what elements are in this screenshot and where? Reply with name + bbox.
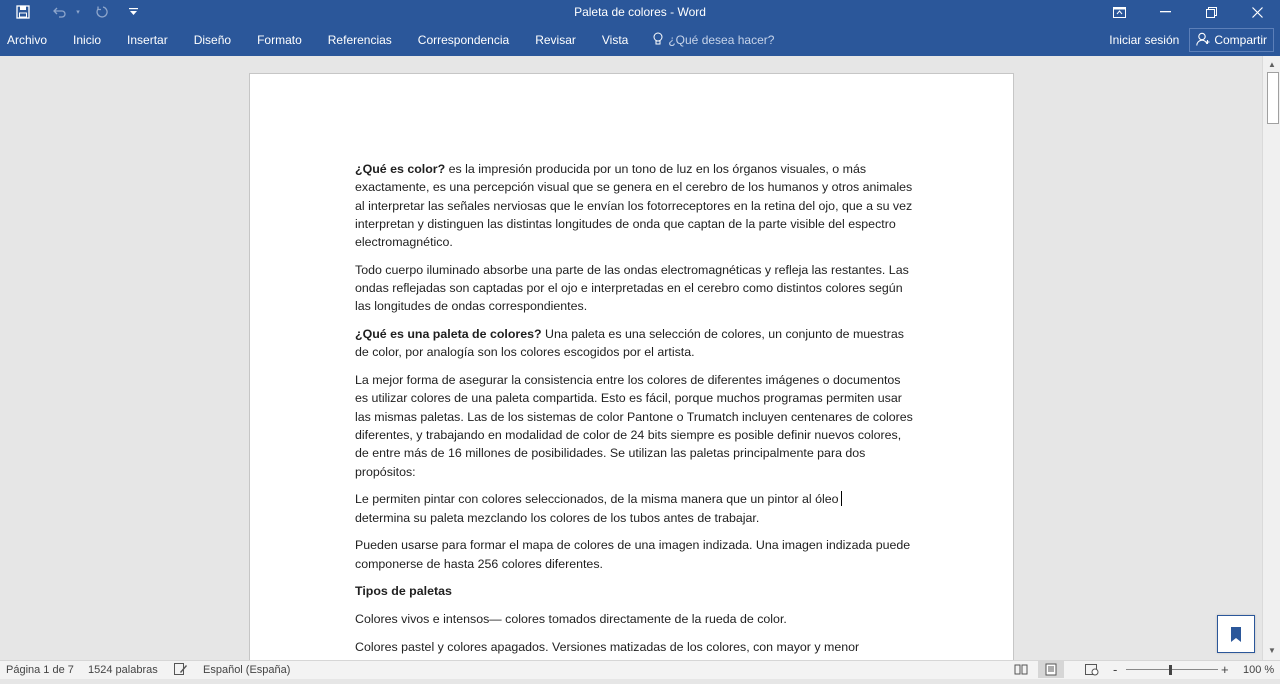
person-icon [1196,32,1210,49]
zoom-out-button[interactable]: - [1113,662,1118,677]
word-count[interactable]: 1524 palabras [88,664,158,676]
tab-vista[interactable]: Vista [601,33,629,47]
zoom-level[interactable]: 100 % [1243,664,1275,676]
ribbon-tab-bar [0,24,1280,56]
tab-formato[interactable]: Formato [257,33,302,47]
tab-revisar[interactable]: Revisar [535,33,576,47]
tab-inicio[interactable]: Inicio [73,33,102,47]
redo-icon[interactable] [84,0,118,24]
page-count[interactable]: Página 1 de 7 [6,664,74,676]
paragraph-6: Pueden usarse para formar el mapa de colores de una imagen indizada. Una imagen indizada puede componerse de hasta 256 colores diferentes. [355,538,911,571]
print-layout-icon[interactable] [1038,661,1064,678]
undo-icon[interactable] [46,0,72,24]
bookmark-icon [1230,627,1242,642]
text-cursor [841,491,842,506]
lightbulb-icon [653,32,663,49]
scroll-up-icon[interactable]: ▲ [1268,60,1276,69]
document-body[interactable] [355,160,915,660]
ribbon-display-options-icon[interactable] [1096,0,1142,24]
scroll-thumb[interactable] [1267,72,1279,124]
paragraph-8: Colores pastel y colores apagados. Versiones matizadas de los colores, con mayor y menor [355,639,860,654]
window-title: Paleta de colores - Word [574,5,706,19]
tab-correspondencia[interactable]: Correspondencia [417,33,510,47]
close-icon[interactable] [1234,0,1280,24]
paragraph-5: Le permiten pintar con colores seleccionados, de la misma manera que un pintor al óleo determina su paleta mezclando los colores de los tubos antes de trabajar. [355,490,915,527]
save-icon[interactable] [0,0,46,24]
web-layout-icon[interactable] [1085,663,1099,676]
tell-me-box[interactable] [641,32,774,49]
customize-qat-icon[interactable] [118,0,148,24]
zoom-slider-thumb[interactable] [1169,665,1172,675]
title-bar [0,0,1280,24]
heading-tipos-de-paletas: Tipos de paletas [355,584,452,599]
read-mode-icon[interactable] [1014,663,1028,676]
paragraph-3: ¿Qué es una paleta de colores? Una paleta es una selección de colores, un conjunto de muestras de color, por analogía son los colores escogidos por el artista. [355,327,904,360]
status-bar [0,660,1280,679]
share-label: Compartir [1214,33,1267,47]
paragraph-2: Todo cuerpo iluminado absorbe una parte de las ondas electromagnéticas y refleja las restantes. Las ondas reflejadas son captadas por el ojo e interpretadas en el cerebro como distintos colores según las longitudes de ondas correspondientes. [355,262,909,314]
document-page[interactable] [249,73,1014,660]
paragraph-4: La mejor forma de asegurar la consistencia entre los colores de diferentes imágenes o documentos es utilizar colores de una paleta compartida. Esto es fácil, porque muchos programas permiten usar las mismas paletas. Las de los sistemas de color Pantone o Trumatch incluyen centenares de colores diferentes, y trabajando en modalidad de color de 24 bits siempre es posible definir nuevos colores, de entre más de 16 millones de posibilidades. Se utilizan las paletas principalmente para dos propósitos: [355,373,913,479]
restore-icon[interactable] [1188,0,1234,24]
undo-dropdown-icon[interactable]: ▾ [76,9,80,16]
zoom-slider-track[interactable] [1126,669,1218,670]
quick-access-toolbar [0,0,148,24]
paragraph-7: Colores vivos e intensos— colores tomados directamente de la rueda de color. [355,611,787,626]
zoom-in-button[interactable]: + [1221,662,1229,677]
paragraph-1: ¿Qué es color? es la impresión producida por un tono de luz en los órganos visuales, o más exactamente, es una percepción visual que se genera en el cerebro de los humanos y otros animales al interpretar las señales nerviosas que le envían los fotorreceptores en la retina del ojo, que a su vez interpretan y distinguen las distintas longitudes de onda que captan de la parte visible del espectro electromagnético. [355,162,913,250]
minimize-icon[interactable] [1142,0,1188,24]
tab-archivo[interactable]: Archivo [7,33,48,47]
vertical-scrollbar[interactable] [1262,56,1280,660]
tab-insertar[interactable]: Insertar [127,33,168,47]
scroll-down-icon[interactable]: ▼ [1268,646,1276,655]
tab-diseno[interactable]: Diseño [193,33,232,47]
tell-me-placeholder: ¿Qué desea hacer? [668,33,775,47]
document-canvas [0,56,1262,660]
window-controls [1096,0,1280,24]
language-indicator[interactable]: Español (España) [203,664,291,676]
share-button[interactable] [1189,28,1274,52]
proofing-icon[interactable] [174,663,188,676]
bookmark-button[interactable] [1217,615,1255,653]
tab-referencias[interactable]: Referencias [327,33,392,47]
sign-in-link[interactable]: Iniciar sesión [1109,33,1180,47]
